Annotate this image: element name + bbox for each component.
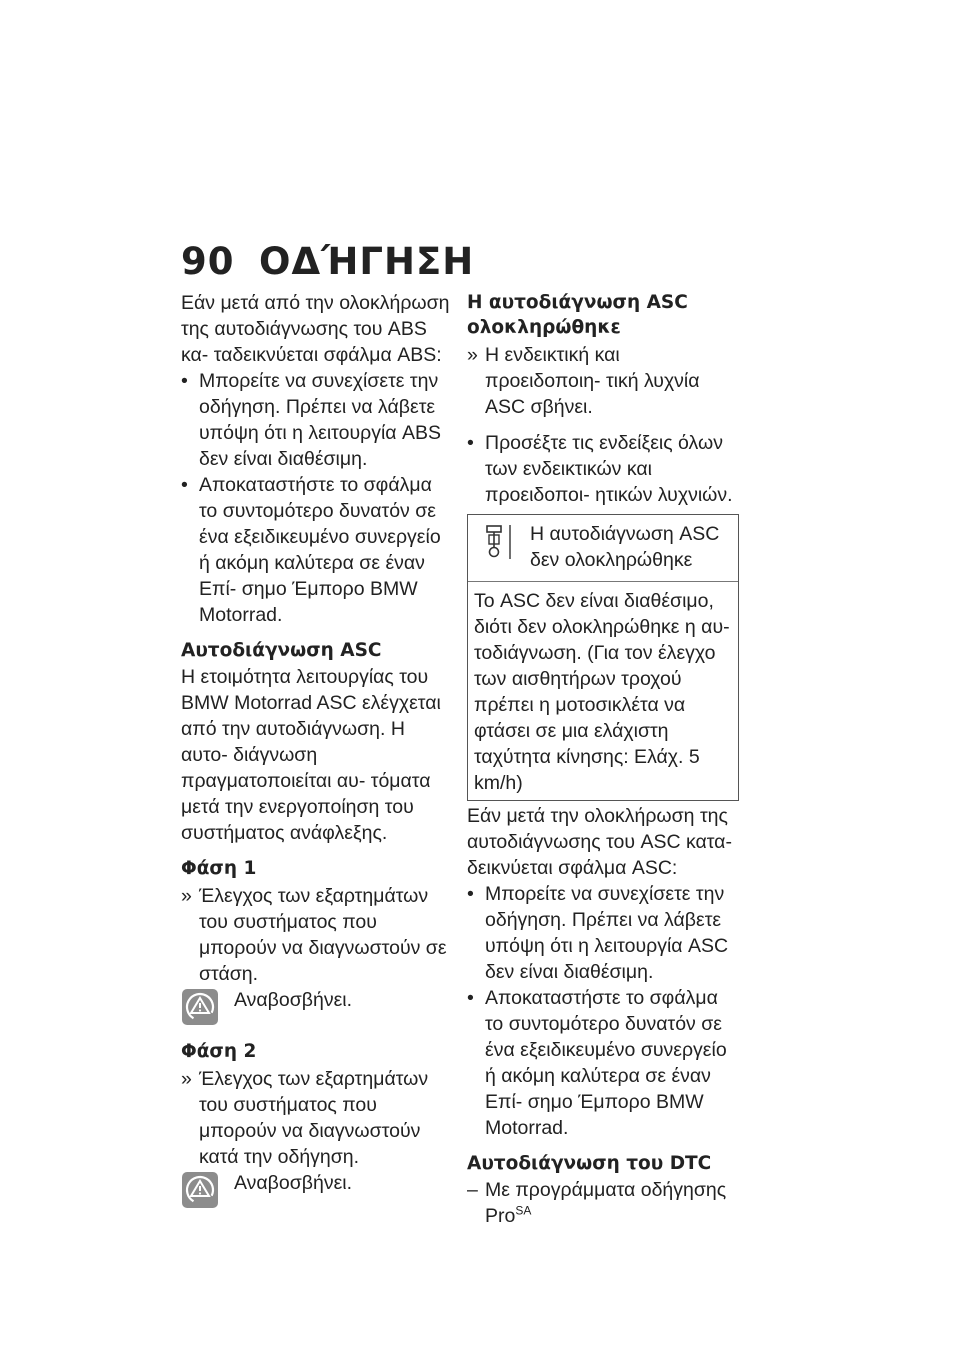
step-marker: » — [467, 344, 478, 366]
phase1-indicator — [181, 987, 453, 1029]
list-item — [181, 368, 453, 472]
left-column — [181, 290, 453, 1218]
abs-error-intro: Εάν μετά από την ολοκλήρωση της αυτοδιάγνωσης του ABS κα- ταδεικνύεται σφάλμα ABS: — [181, 292, 450, 366]
asc-not-complete-box — [467, 514, 739, 801]
list-item — [467, 985, 739, 1141]
box-title: Η αυτοδιάγνωση ASC δεν ολοκληρώθηκε — [530, 523, 720, 571]
indicator-text: Αναβοσβήνει. — [234, 1172, 353, 1194]
phase2-step — [181, 1066, 453, 1170]
indicator-text: Αναβοσβήνει. — [234, 989, 353, 1011]
step-marker: » — [181, 1068, 192, 1090]
bullet-marker: • — [467, 883, 474, 905]
phase1-heading: Φάση 1 — [181, 858, 257, 879]
list-item-text: Προσέξτε τις ενδείξεις όλων των ενδεικτικών και προειδοποι- ητικών λυχνιών. — [485, 432, 733, 506]
asc-selfdiag-text: Η ετοιμότητα λειτουργίας του BMW Motorrad ASC ελέγχεται από την αυτοδιάγνωση. Η αυτο- διάγνωση πραγματοποιείται αυ- τόματα μετά την ενεργοποίηση του συστήματος ανάφλεξης. — [181, 666, 441, 844]
box-body: Το ASC δεν είναι διαθέσιμο, διότι δεν ολοκληρώθηκε η αυ- τοδιάγνωση. (Για τον έλεγχο των αισθητήρων τροχού πρέπει η μοτοσικλέτα να φτάσει σε μια ελάχιστη ταχύτητα κίνησης: Ελάχ. 5 km/h) — [474, 590, 730, 794]
list-item — [467, 430, 739, 508]
step-text: Η ενδεικτική και προειδοποιη- τική λυχνία ASC σβήνει. — [485, 344, 700, 418]
bullet-marker: • — [467, 432, 474, 454]
phase2-indicator — [181, 1170, 453, 1212]
list-item-text: Αποκαταστήστε το σφάλμα το συντομότερο δυνατόν σε ένα εξειδικευμένο συνεργείο ή ακόμη καλύτερα σε έναν Επί- σημο Έμπορο BMW Motorrad. — [485, 987, 727, 1139]
asc-error-intro: Εάν μετά την ολοκλήρωση της αυτοδιάγνωσης του ASC κατα- δεικνύεται σφάλμα ASC: — [467, 805, 732, 879]
asc-warning-icon — [182, 1172, 218, 1208]
bullet-marker: • — [467, 987, 474, 1009]
dtc-item-text: Με προγράμματα οδήγησης Pro — [485, 1179, 727, 1227]
step-text: Έλεγχος των εξαρτημάτων του συστήματος που μπορούν να διαγνωστούν κατά την οδήγηση. — [199, 1068, 429, 1168]
bullet-marker: • — [181, 474, 188, 496]
dtc-selfdiag-heading: Αυτοδιάγνωση του DTC — [467, 1153, 712, 1174]
asc-complete-step — [467, 342, 739, 420]
list-item — [181, 472, 453, 628]
engine-warning-icon — [482, 523, 516, 561]
sa-superscript: SA — [515, 1203, 532, 1218]
right-column — [467, 290, 739, 1229]
asc-warning-icon — [182, 989, 218, 1025]
page-header — [181, 240, 474, 283]
asc-selfdiag-heading: Αυτοδιάγνωση ASC — [181, 640, 382, 661]
list-item-text: Μπορείτε να συνεχίσετε την οδήγηση. Πρέπει να λάβετε υπόψη ότι η λειτουργία ASC δεν είναι διαθέσιμη. — [485, 883, 729, 983]
page-number: 90 — [181, 240, 235, 283]
bullet-marker: • — [181, 370, 188, 392]
dtc-item — [467, 1177, 739, 1229]
step-marker: » — [181, 885, 192, 907]
list-item-text: Μπορείτε να συνεχίσετε την οδήγηση. Πρέπει να λάβετε υπόψη ότι η λειτουργία ABS δεν είναι διαθέσιμη. — [199, 370, 442, 470]
section-title: ΟΔΉΓΗΣΗ — [259, 240, 475, 283]
dash-marker: – — [467, 1179, 478, 1201]
list-item-text: Αποκαταστήστε το σφάλμα το συντομότερο δυνατόν σε ένα εξειδικευμένο συνεργείο ή ακόμη καλύτερα σε έναν Επί- σημο Έμπορο BMW Motorrad. — [199, 474, 441, 626]
phase2-heading: Φάση 2 — [181, 1041, 257, 1062]
box-header — [468, 515, 738, 582]
step-text: Έλεγχος των εξαρτημάτων του συστήματος που μπορούν να διαγνωστούν σε στάση. — [199, 885, 447, 985]
list-item — [467, 881, 739, 985]
phase1-step — [181, 883, 453, 987]
asc-complete-heading: Η αυτοδιάγνωση ASC ολοκληρώθηκε — [467, 292, 688, 338]
